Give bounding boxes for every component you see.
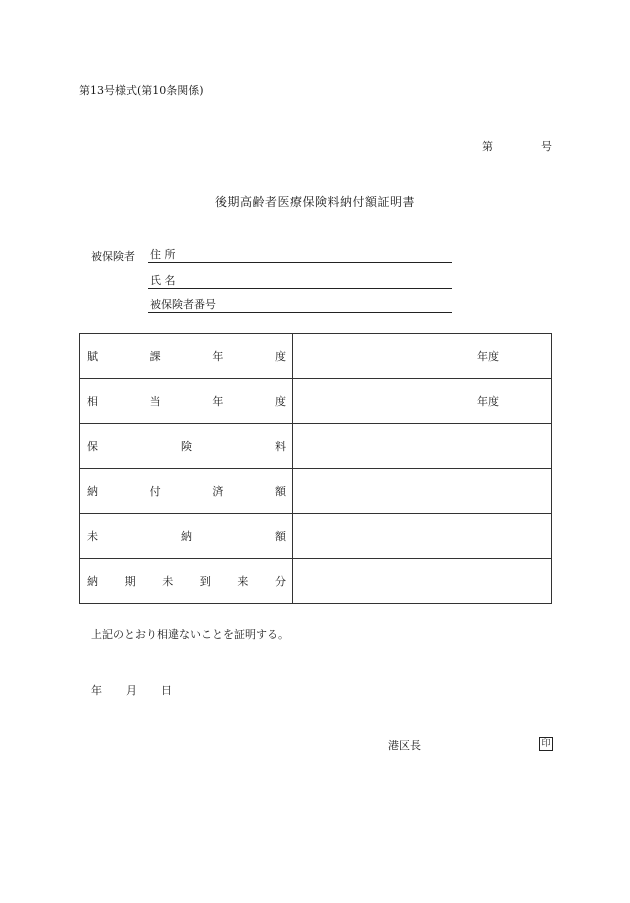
row-label-char: 度 <box>274 350 286 363</box>
row-label-cell <box>80 514 293 559</box>
address-field[interactable] <box>148 246 452 263</box>
row-label <box>80 438 292 454</box>
row-value-cell[interactable] <box>293 424 552 469</box>
row-label-char: 未 <box>162 575 174 588</box>
name-field[interactable] <box>148 272 452 289</box>
row-label <box>80 528 292 544</box>
row-label-char: 期 <box>124 575 136 588</box>
document-title: 後期高齢者医療保険料納付額証明書 <box>214 195 415 209</box>
certification-statement: 上記のとおり相違ないことを証明する。 <box>91 628 289 641</box>
row-label-char: 年 <box>212 395 224 408</box>
table-row <box>80 469 552 514</box>
row-label <box>80 393 292 409</box>
document-number <box>482 138 552 154</box>
date-year: 年 <box>91 684 102 697</box>
row-label-char: 度 <box>274 395 286 408</box>
row-label-char: 納 <box>87 575 98 588</box>
form-number: 第13号様式(第10条関係) <box>79 84 204 97</box>
row-label-char: 保 <box>87 440 98 453</box>
row-value-cell[interactable] <box>293 514 552 559</box>
row-value-cell[interactable] <box>293 469 552 514</box>
doc-number-prefix: 第 <box>482 140 493 153</box>
row-label-cell <box>80 469 293 514</box>
row-label-char: 未 <box>87 530 98 543</box>
row-label-char: 納 <box>87 485 98 498</box>
row-label-char: 付 <box>149 485 161 498</box>
row-label-cell <box>80 424 293 469</box>
table-row <box>80 424 552 469</box>
row-label-char: 相 <box>87 395 98 408</box>
row-label <box>80 573 292 589</box>
row-label-char: 額 <box>275 530 286 543</box>
issuer-title: 港区長 <box>388 739 421 752</box>
insured-number-field[interactable] <box>148 296 452 313</box>
date-day: 日 <box>161 684 172 697</box>
row-label-char: 額 <box>274 485 286 498</box>
row-label-char: 料 <box>275 440 286 453</box>
doc-number-suffix: 号 <box>541 140 552 153</box>
row-label-char: 到 <box>199 575 211 588</box>
row-value-cell[interactable]: 年度 <box>293 379 552 424</box>
row-label-cell <box>80 379 293 424</box>
row-label-cell <box>80 559 293 604</box>
issue-date <box>91 682 172 698</box>
row-label-char: 済 <box>212 485 224 498</box>
row-value-cell[interactable]: 年度 <box>293 334 552 379</box>
name-label: 氏 名 <box>150 274 176 287</box>
certificate-table <box>79 333 552 604</box>
row-label-char: 分 <box>274 575 286 588</box>
row-label-char: 年 <box>212 350 224 363</box>
row-value-cell[interactable] <box>293 559 552 604</box>
row-label-char: 納 <box>181 530 192 543</box>
table-row <box>80 334 552 379</box>
row-label-char: 来 <box>237 575 249 588</box>
row-label-char: 険 <box>181 440 192 453</box>
table-row <box>80 379 552 424</box>
date-month: 月 <box>126 684 137 697</box>
row-label-cell <box>80 334 293 379</box>
insured-heading: 被保険者 <box>91 250 135 263</box>
table-row <box>80 559 552 604</box>
insured-number-label: 被保険者番号 <box>150 298 216 311</box>
row-label-char: 当 <box>149 395 161 408</box>
seal-mark: 印 <box>539 737 553 751</box>
row-label <box>80 483 292 499</box>
row-label <box>80 348 292 364</box>
row-label-char: 賦 <box>87 350 98 363</box>
table-row <box>80 514 552 559</box>
row-label-char: 課 <box>149 350 161 363</box>
address-label: 住 所 <box>150 248 176 261</box>
